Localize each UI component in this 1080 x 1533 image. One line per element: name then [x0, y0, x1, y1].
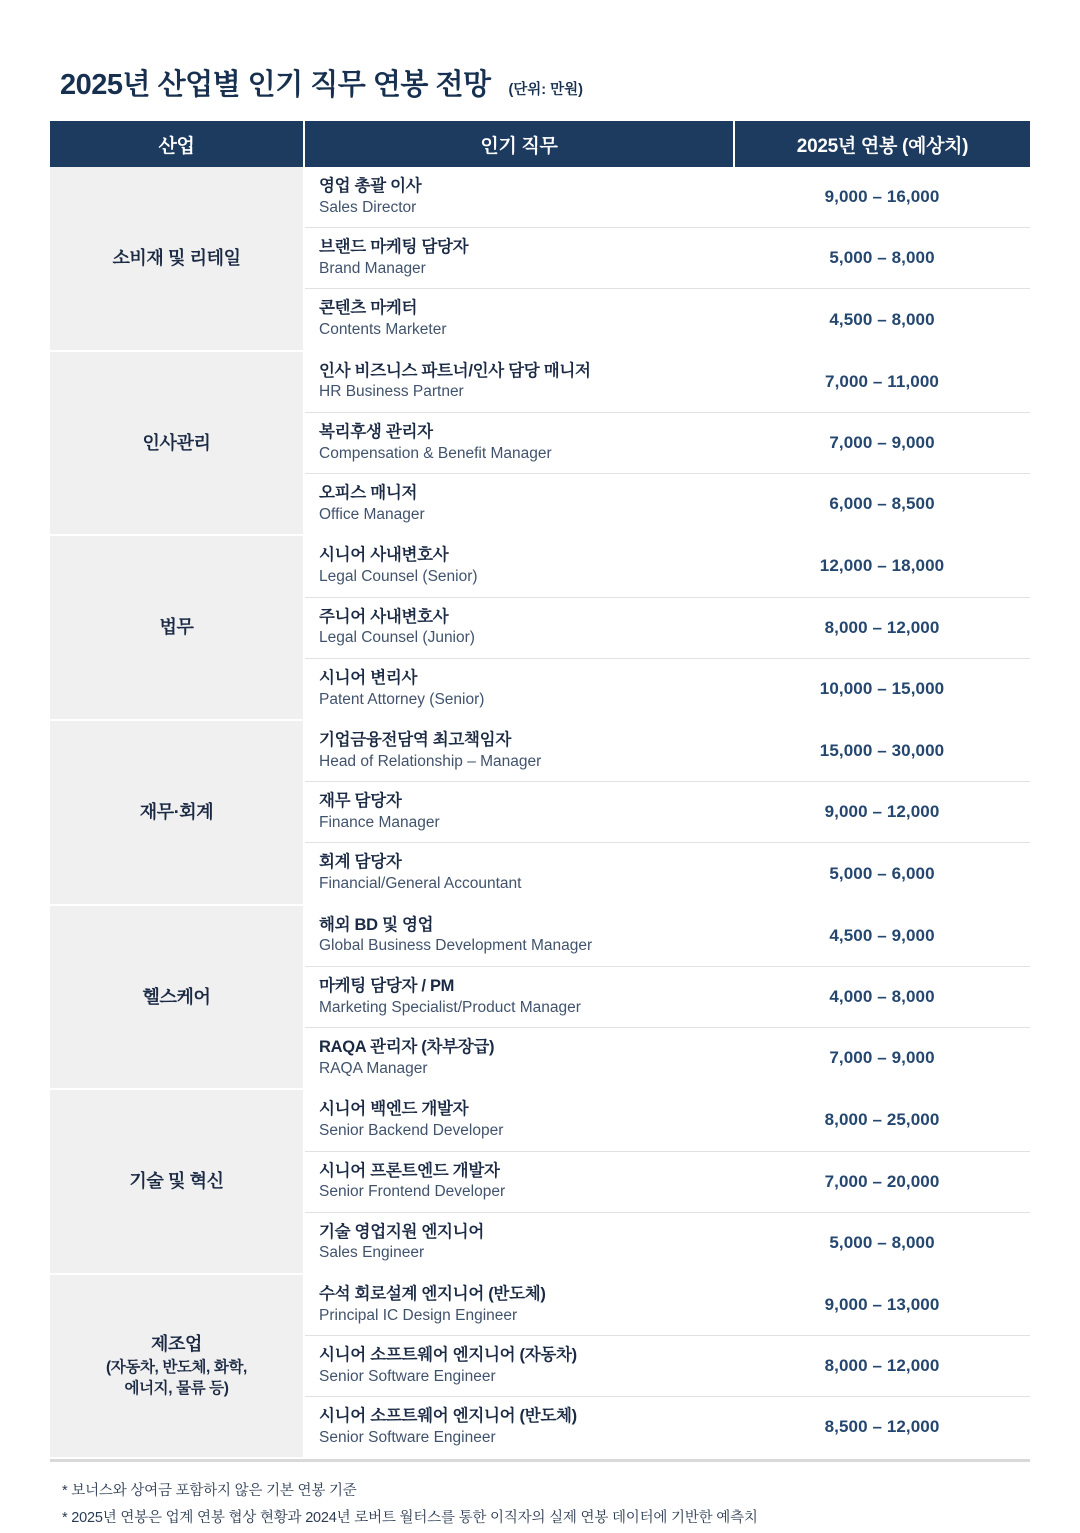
role-name-ko: 콘텐츠 마케터	[319, 299, 418, 318]
salary-cell: 15,000 – 30,000	[734, 720, 1030, 782]
role-name-ko: 인사 비즈니스 파트너/인사 담당 매니저	[319, 361, 591, 380]
table-body	[50, 167, 1030, 1458]
industry-cell	[50, 720, 304, 905]
role-name-en: Brand Manager	[319, 259, 426, 277]
role-name-en: Senior Software Engineer	[319, 1367, 496, 1385]
role-name-ko: 브랜드 마케팅 담당자	[319, 238, 469, 257]
salary-cell: 8,500 – 12,000	[824, 1417, 940, 1437]
salary-cell: 10,000 – 15,000	[734, 658, 1030, 720]
role-name-en: Principal IC Design Engineer	[319, 1306, 518, 1324]
role-name-en: Compensation & Benefit Manager	[319, 444, 552, 462]
salary-cell: 9,000 – 13,000	[734, 1274, 1030, 1336]
industry-name: 인사관리	[142, 432, 211, 453]
industry-name: 기술 및 혁신	[129, 1171, 224, 1192]
column-header-role: 인기 직무	[304, 121, 734, 167]
salary-cell: 8,000 – 12,000	[734, 597, 1030, 658]
role-name-en: Finance Manager	[319, 813, 440, 831]
role-name-ko: 시니어 프론트엔드 개발자	[319, 1161, 500, 1180]
industry-cell	[50, 905, 304, 1090]
role-name-ko: 기술 영업지원 엔지니어	[319, 1222, 484, 1241]
role-name-ko: 마케팅 담당자 / PM	[319, 976, 455, 995]
salary-cell: 8,000 – 12,000	[734, 1336, 1030, 1397]
role-cell	[304, 351, 734, 413]
table-bottom-divider	[50, 1459, 1030, 1462]
page-title-text: 2025년 산업별 인기 직무 연봉 전망	[60, 69, 491, 101]
salary-cell: 4,500 – 9,000	[734, 905, 1030, 967]
table-row	[50, 535, 1030, 597]
footnotes	[50, 1478, 1030, 1533]
role-cell	[304, 1212, 734, 1274]
role-cell	[304, 1274, 734, 1336]
role-name-ko: 회계 담당자	[319, 853, 402, 872]
role-name-en: Senior Backend Developer	[319, 1122, 504, 1140]
role-name-ko: 시니어 소프트웨어 엔지니어 (자동차)	[319, 1346, 577, 1365]
role-cell	[304, 1151, 734, 1212]
industry-name: 소비재 및 리테일	[112, 248, 241, 269]
role-name-en: Legal Counsel (Senior)	[319, 568, 478, 586]
role-name-en: RAQA Manager	[319, 1059, 428, 1077]
page-title	[50, 62, 1030, 103]
role-name-en: Financial/General Accountant	[319, 875, 522, 893]
column-header-industry: 산업	[50, 121, 304, 167]
role-name-ko: 시니어 백엔드 개발자	[319, 1100, 469, 1119]
role-name-ko: 복리후생 관리자	[319, 422, 433, 441]
salary-cell: 7,000 – 9,000	[734, 412, 1030, 473]
table-header-row	[50, 121, 1030, 167]
role-cell	[304, 1089, 734, 1151]
table-row	[50, 167, 1030, 228]
role-name-en: Senior Software Engineer	[319, 1429, 496, 1447]
salary-cell: 9,000 – 16,000	[734, 167, 1030, 228]
salary-table	[50, 121, 1030, 1459]
column-header-salary: 2025년 연봉 (예상치)	[734, 121, 1030, 167]
industry-cell	[50, 535, 304, 720]
salary-cell: 8,000 – 25,000	[734, 1089, 1030, 1151]
role-name-en: HR Business Partner	[319, 383, 464, 401]
salary-cell: 12,000 – 18,000	[734, 535, 1030, 597]
role-name-ko: 시니어 변리사	[319, 668, 418, 687]
salary-cell: 4,000 – 8,000	[734, 966, 1030, 1027]
role-name-ko: 오피스 매니저	[319, 484, 418, 503]
role-name-en: Sales Engineer	[319, 1244, 425, 1262]
role-name-en: Senior Frontend Developer	[319, 1183, 506, 1201]
table-row	[50, 351, 1030, 413]
role-name-ko: 시니어 사내변호사	[319, 546, 449, 565]
role-name-en: Legal Counsel (Junior)	[319, 629, 475, 647]
industry-subtext: (자동차, 반도체, 화학, 에너지, 물류 등)	[106, 1358, 247, 1397]
industry-cell	[50, 1089, 304, 1274]
role-cell	[304, 474, 734, 536]
salary-cell: 7,000 – 9,000	[734, 1028, 1030, 1090]
role-name-ko: 재무 담당자	[319, 792, 402, 811]
role-name-ko: 시니어 소프트웨어 엔지니어 (반도체)	[319, 1407, 577, 1426]
role-cell	[304, 843, 734, 905]
role-name-ko: 주니어 사내변호사	[319, 607, 449, 626]
role-cell	[304, 228, 734, 289]
industry-name: 헬스케어	[142, 986, 211, 1007]
role-name-en: Sales Director	[319, 198, 417, 216]
role-name-ko: RAQA 관리자 (차부장급)	[319, 1038, 495, 1057]
role-cell	[304, 289, 734, 351]
role-cell	[304, 966, 734, 1027]
role-cell	[304, 597, 734, 658]
industry-cell	[50, 351, 304, 536]
role-cell	[304, 535, 734, 597]
role-name-en: Contents Marketer	[319, 321, 447, 339]
industry-name: 제조업	[151, 1333, 202, 1354]
role-cell	[304, 1336, 734, 1397]
role-cell	[304, 1028, 734, 1090]
role-cell	[304, 782, 734, 843]
page-title-unit: (단위: 만원)	[508, 82, 584, 98]
role-cell	[304, 905, 734, 967]
footnote-1: * 보너스와 상여금 포함하지 않은 기본 연봉 기준	[62, 1482, 357, 1499]
table-row	[50, 1089, 1030, 1151]
role-name-en: Patent Attorney (Senior)	[319, 690, 485, 708]
salary-cell: 5,000 – 8,000	[734, 228, 1030, 289]
salary-cell: 5,000 – 8,000	[734, 1212, 1030, 1274]
role-cell	[304, 1397, 734, 1458]
salary-cell: 9,000 – 12,000	[734, 782, 1030, 843]
table-row	[50, 1274, 1030, 1336]
role-name-ko: 수석 회로설계 엔지니어 (반도체)	[319, 1284, 546, 1303]
role-cell	[304, 167, 734, 228]
salary-cell: 4,500 – 8,000	[734, 289, 1030, 351]
salary-cell: 5,000 – 6,000	[734, 843, 1030, 905]
table-row	[50, 720, 1030, 782]
industry-name: 법무	[159, 617, 194, 638]
role-name-ko: 영업 총괄 이사	[319, 177, 422, 195]
industry-cell	[50, 167, 304, 351]
role-name-ko: 기업금융전담역 최고책임자	[319, 730, 511, 749]
role-name-en: Marketing Specialist/Product Manager	[319, 998, 581, 1016]
table-row	[50, 905, 1030, 967]
role-cell	[304, 412, 734, 473]
role-name-en: Head of Relationship – Manager	[319, 752, 542, 770]
industry-cell	[50, 1274, 304, 1458]
role-cell	[304, 658, 734, 720]
role-name-en: Global Business Development Manager	[319, 937, 593, 955]
table-header	[50, 121, 1030, 167]
salary-cell: 7,000 – 20,000	[734, 1151, 1030, 1212]
salary-cell: 6,000 – 8,500	[734, 474, 1030, 536]
role-name-en: Office Manager	[319, 505, 425, 523]
salary-cell: 7,000 – 11,000	[734, 351, 1030, 413]
role-cell	[304, 720, 734, 782]
footnote-2: * 2025년 연봉은 업계 연봉 협상 현황과 2024년 로버트 월터스를 통한 이직자의 실제 연봉 데이터에 기반한 예측치	[62, 1510, 758, 1527]
role-name-ko: 해외 BD 및 영업	[319, 915, 434, 934]
industry-name: 재무·회계	[139, 802, 214, 823]
